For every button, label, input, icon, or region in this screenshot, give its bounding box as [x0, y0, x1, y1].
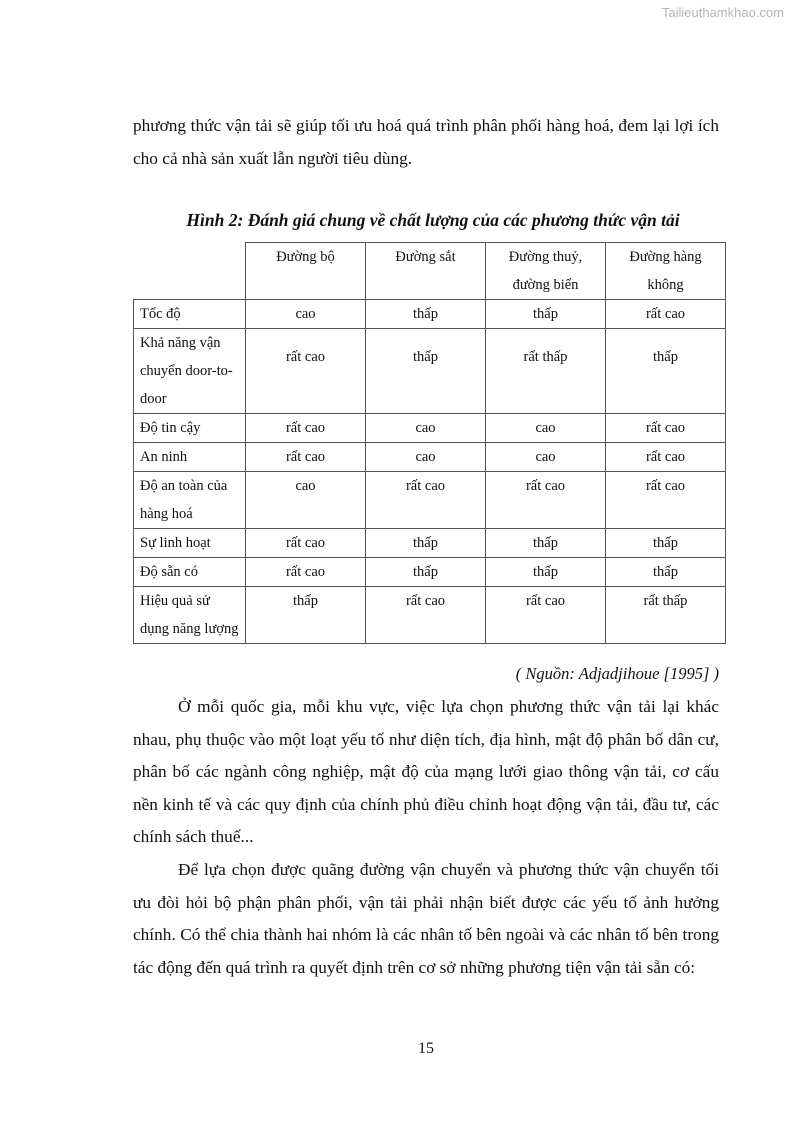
intro-paragraph [133, 110, 719, 175]
table-cell: rất cao [606, 414, 726, 443]
row-label: Tốc độ [134, 300, 246, 329]
body-paragraphs [133, 691, 719, 984]
table-row [134, 558, 726, 587]
row-label: An ninh [134, 443, 246, 472]
table-cell: rất thấp [606, 587, 726, 644]
table-row [134, 587, 726, 644]
column-header: Đường bộ [246, 243, 366, 300]
table-cell: thấp [486, 300, 606, 329]
table-cell: thấp [366, 558, 486, 587]
paragraph: Để lựa chọn được quãng đường vận chuyển và phương thức vận chuyển tối ưu đòi hỏi bộ phận phân phối, vận tải phải nhận biết được các yếu tố ảnh hưởng chính. Có thể chia thành hai nhóm là các nhân tố bên ngoài và các nhân tố bên trong tác động đến quá trình ra quyết định trên cơ sở những phương tiện vận tải sẵn có: [133, 859, 719, 977]
table-row [134, 472, 726, 529]
row-label: Hiệu quả sử dụng năng lượng [134, 587, 246, 644]
table-cell: thấp [246, 587, 366, 644]
table-cell: thấp [606, 529, 726, 558]
table-row [134, 300, 726, 329]
row-label: Khả năng vận chuyển door-to-door [134, 329, 246, 414]
table-cell: rất thấp [486, 329, 606, 414]
paragraph: Ở mỗi quốc gia, mỗi khu vực, việc lựa chọn phương thức vận tải lại khác nhau, phụ thuộc vào một loạt yếu tố như diện tích, địa hình, mật độ phân bố dân cư, phân bố các ngành công nghiệp, mật độ của mạng lưới giao thông vận tải, cơ cấu nền kinh tế và các quy định của chính phủ điều chỉnh hoạt động vận tải, đầu tư, các chính sách thuế... [133, 697, 719, 847]
table-cell: cao [486, 414, 606, 443]
table-row [134, 443, 726, 472]
table-cell: rất cao [486, 472, 606, 529]
table-cell: rất cao [366, 587, 486, 644]
figure-caption: Hình 2: Đánh giá chung về chất lượng của các phương thức vận tải [186, 210, 680, 230]
table-cell: rất cao [246, 443, 366, 472]
table-cell: thấp [366, 529, 486, 558]
table-row [134, 329, 726, 414]
table-cell: cao [366, 443, 486, 472]
table-cell: thấp [366, 300, 486, 329]
table-cell: rất cao [606, 472, 726, 529]
row-label: Độ an toàn của hàng hoá [134, 472, 246, 529]
table-cell: rất cao [246, 329, 366, 414]
intro-text: phương thức vận tải sẽ giúp tối ưu hoá quá trình phân phối hàng hoá, đem lại lợi ích cho cả nhà sản xuất lẫn người tiêu dùng. [133, 116, 719, 168]
table-cell: thấp [486, 529, 606, 558]
source-note: ( Nguồn: Adjadjihoue [1995] ) [515, 664, 719, 683]
table-header-row [134, 243, 726, 300]
row-label: Độ sẵn có [134, 558, 246, 587]
table-cell: rất cao [246, 529, 366, 558]
row-label: Sự linh hoạt [134, 529, 246, 558]
table-row [134, 414, 726, 443]
page-number: 15 [418, 1040, 434, 1057]
table-cell: cao [366, 414, 486, 443]
column-header: Đường sắt [366, 243, 486, 300]
table-cell: rất cao [486, 587, 606, 644]
column-header: Đường thuỷ, đường biển [486, 243, 606, 300]
table-cell: rất cao [606, 443, 726, 472]
table-cell: rất cao [366, 472, 486, 529]
table-cell: thấp [606, 329, 726, 414]
table-cell: cao [486, 443, 606, 472]
transport-quality-table [133, 242, 726, 644]
table-row [134, 529, 726, 558]
table-cell: thấp [606, 558, 726, 587]
table-cell: cao [246, 300, 366, 329]
table-cell: rất cao [246, 414, 366, 443]
table-cell: rất cao [246, 558, 366, 587]
column-header: Đường hàng không [606, 243, 726, 300]
empty-corner-cell [134, 243, 246, 300]
table-cell: thấp [366, 329, 486, 414]
table-cell: rất cao [606, 300, 726, 329]
watermark: Tailieuthamkhao.com [661, 5, 784, 20]
table-cell: thấp [486, 558, 606, 587]
table-cell: cao [246, 472, 366, 529]
row-label: Độ tin cậy [134, 414, 246, 443]
